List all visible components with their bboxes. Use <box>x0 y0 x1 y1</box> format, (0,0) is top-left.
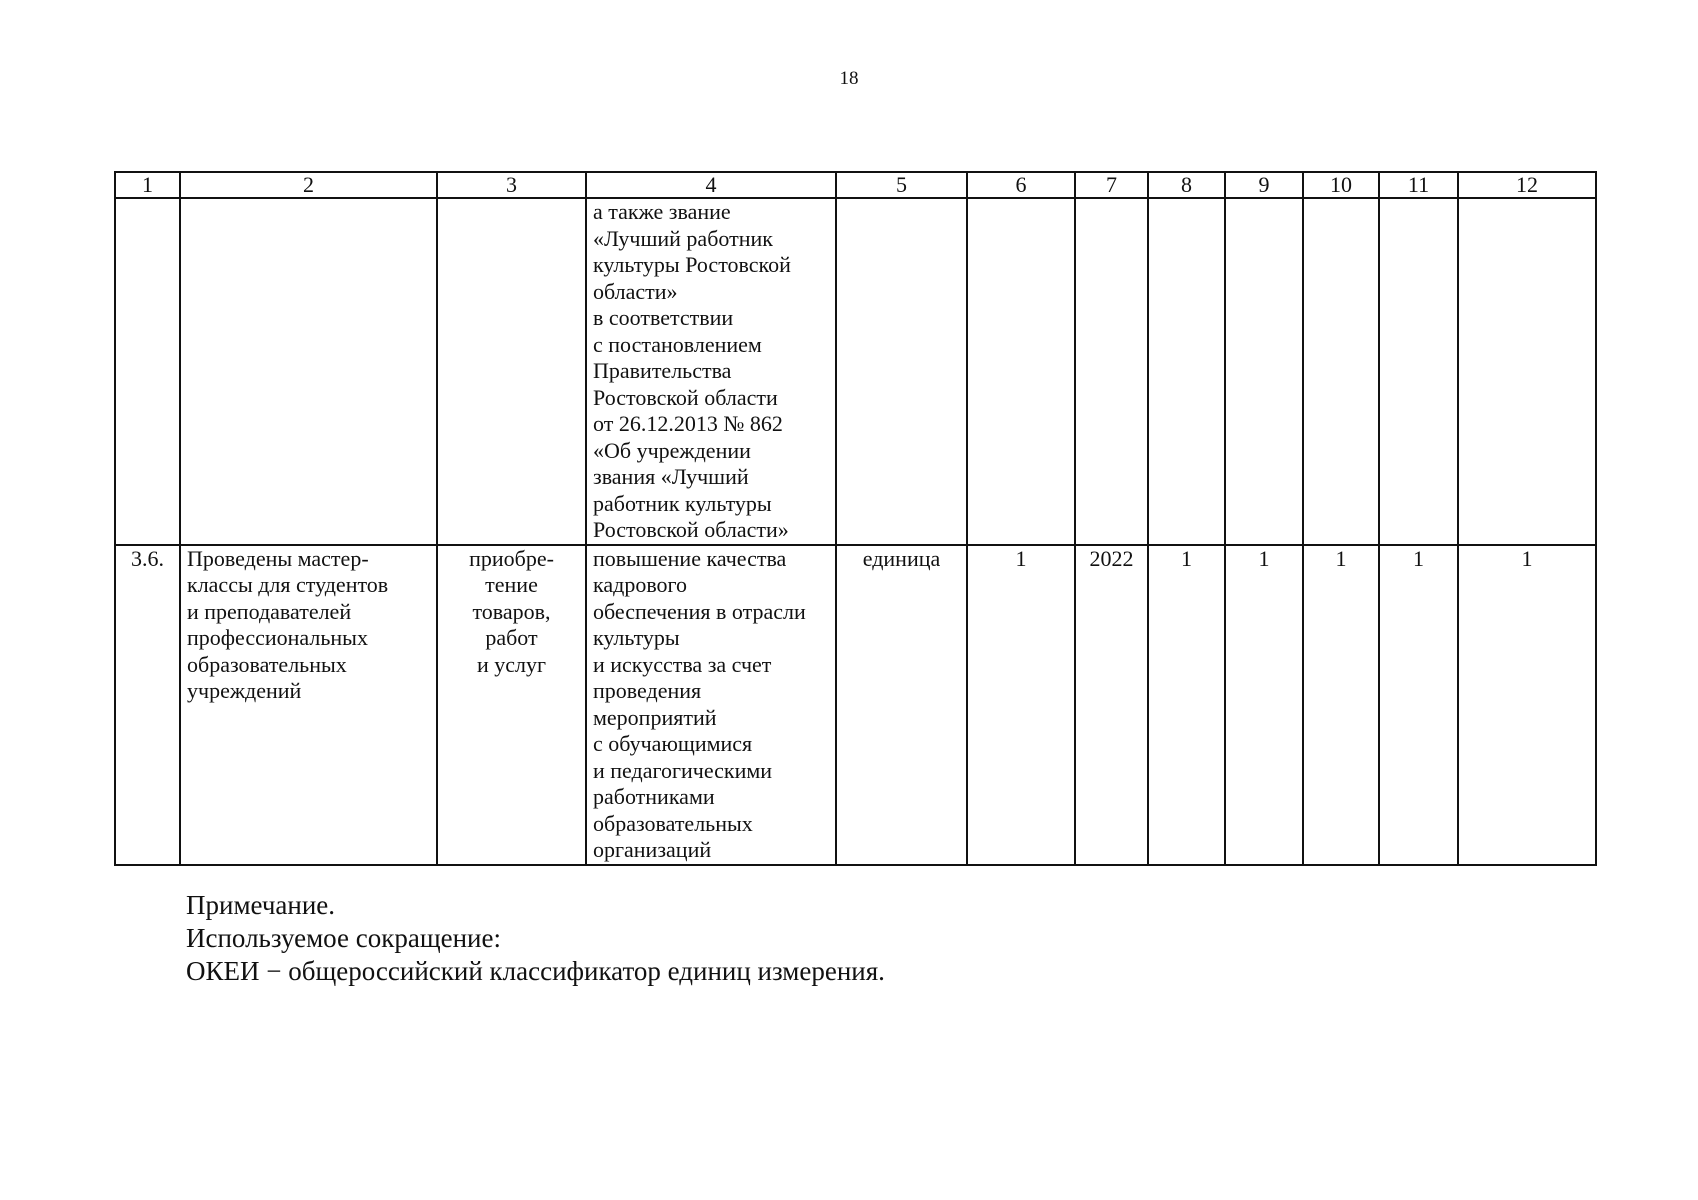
cell-empty <box>115 198 180 545</box>
cell-empty <box>1075 198 1148 545</box>
cell-empty <box>180 198 437 545</box>
cell-description: повышение качества кадрового обеспечения в отрасли культуры и искусства за счет проведения мероприятий с обучающимися и педагогическими работниками образовательных организаций <box>586 545 836 865</box>
results-table <box>114 171 1597 866</box>
cell-col12: 1 <box>1458 545 1596 865</box>
header-col-6: 6 <box>967 172 1075 198</box>
cell-col6: 1 <box>967 545 1075 865</box>
cell-unit: единица <box>836 545 967 865</box>
cell-empty <box>1148 198 1225 545</box>
header-col-7: 7 <box>1075 172 1148 198</box>
table-row-continuation <box>115 198 1596 545</box>
cell-description-continuation: а также звание «Лучший работник культуры Ростовской области» в соответствии с постановлением Правительства Ростовской области от 26.12.2013 № 862 «Об учреждении звания «Лучший работник культуры Ростовской области» <box>586 198 836 545</box>
header-col-2: 2 <box>180 172 437 198</box>
header-col-10: 10 <box>1303 172 1379 198</box>
cell-empty <box>836 198 967 545</box>
cell-type: приобре- тение товаров, работ и услуг <box>437 545 586 865</box>
note-text: ОКЕИ − общероссийский классификатор единиц измерения. <box>186 956 885 986</box>
note-title: Примечание. <box>186 890 336 920</box>
header-col-12: 12 <box>1458 172 1596 198</box>
header-row <box>115 172 1596 198</box>
note-block <box>186 889 885 988</box>
header-col-3: 3 <box>437 172 586 198</box>
cell-result: Проведены мастер- классы для студентов и преподавателей профессиональных образовательных учреждений <box>180 545 437 865</box>
page-number: 18 <box>839 68 859 89</box>
cell-number: 3.6. <box>115 545 180 865</box>
cell-year: 2022 <box>1075 545 1148 865</box>
cell-empty <box>1303 198 1379 545</box>
cell-col10: 1 <box>1303 545 1379 865</box>
cell-col9: 1 <box>1225 545 1303 865</box>
header-col-8: 8 <box>1148 172 1225 198</box>
cell-empty <box>1458 198 1596 545</box>
cell-empty <box>1225 198 1303 545</box>
cell-empty <box>967 198 1075 545</box>
cell-empty <box>437 198 586 545</box>
note-subtitle: Используемое сокращение: <box>186 923 501 953</box>
header-col-4: 4 <box>586 172 836 198</box>
cell-col11: 1 <box>1379 545 1458 865</box>
header-col-11: 11 <box>1379 172 1458 198</box>
header-col-5: 5 <box>836 172 967 198</box>
table-row-3-6 <box>115 545 1596 865</box>
cell-col8: 1 <box>1148 545 1225 865</box>
header-col-1: 1 <box>115 172 180 198</box>
header-col-9: 9 <box>1225 172 1303 198</box>
cell-empty <box>1379 198 1458 545</box>
